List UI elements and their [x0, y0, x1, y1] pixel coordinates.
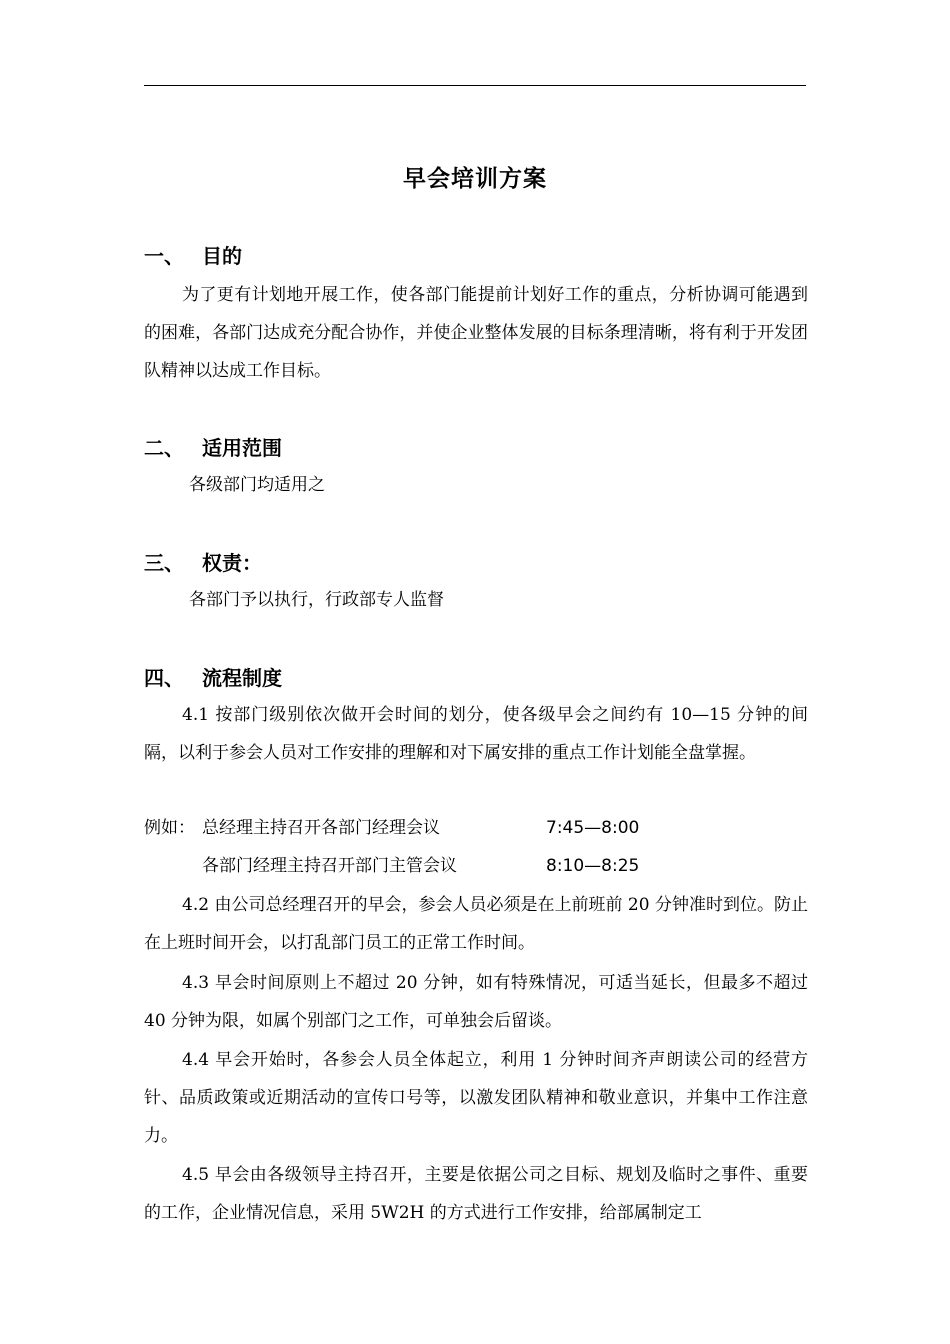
paragraph-4-2: 4.2 由公司总经理召开的早会，参会人员必须是在上前班前 20 分钟准时到位。防止在上班时间开会，以打乱部门员工的正常工作时间。: [144, 895, 808, 953]
section-1-body: 为了更有计划地开展工作，使各部门能提前计划好工作的重点，分析协调可能遇到的困难，各部门达成充分配合协作，并使企业整体发展的目标条理清晰，将有利于开发团队精神以达成工作目标。: [144, 285, 808, 381]
section-1-title: 目的: [202, 244, 242, 268]
section-4-number: 四、: [144, 666, 184, 690]
example-meeting-2: 各部门经理主持召开部门主管会议: [202, 856, 457, 876]
section-2-body: 各级部门均适用之: [189, 475, 325, 495]
section-1-number: 一、: [144, 244, 184, 268]
section-4-title: 流程制度: [202, 666, 282, 690]
document-title: 早会培训方案: [403, 165, 547, 192]
paragraph-4-4: 4.4 早会开始时，各参会人员全体起立，利用 1 分钟时间齐声朗读公司的经营方针、品质政策或近期活动的宣传口号等，以激发团队精神和敬业意识，并集中工作注意力。: [144, 1050, 808, 1146]
paragraph-4-1: 4.1 按部门级别依次做开会时间的划分，使各级早会之间约有 10—15 分钟的间隔，以利于参会人员对工作安排的理解和对下属安排的重点工作计划能全盘掌握。: [144, 705, 808, 763]
section-2-heading: [144, 432, 282, 461]
section-3-body: 各部门予以执行，行政部专人监督: [189, 590, 444, 610]
header-rule: [144, 85, 806, 86]
example-meeting-1: 总经理主持召开各部门经理会议: [202, 818, 440, 838]
example-prefix: 例如：: [144, 818, 195, 838]
section-2-title: 适用范围: [202, 436, 282, 460]
section-4-heading: [144, 662, 282, 691]
section-3-heading: [144, 547, 262, 576]
example-time-1: 7:45—8:00: [546, 818, 640, 838]
paragraph-4-3: 4.3 早会时间原则上不超过 20 分钟，如有特殊情况，可适当延长，但最多不超过 40 分钟为限，如属个别部门之工作，可单独会后留谈。: [144, 973, 808, 1031]
section-2-number: 二、: [144, 436, 184, 460]
example-time-2: 8:10—8:25: [546, 856, 640, 876]
section-3-number: 三、: [144, 551, 184, 575]
section-1-heading: [144, 240, 242, 269]
paragraph-4-5: 4.5 早会由各级领导主持召开，主要是依据公司之目标、规划及临时之事件、重要的工作，企业情况信息，采用 5W2H 的方式进行工作安排，给部属制定工: [144, 1165, 808, 1223]
section-3-title: 权责：: [202, 551, 262, 575]
